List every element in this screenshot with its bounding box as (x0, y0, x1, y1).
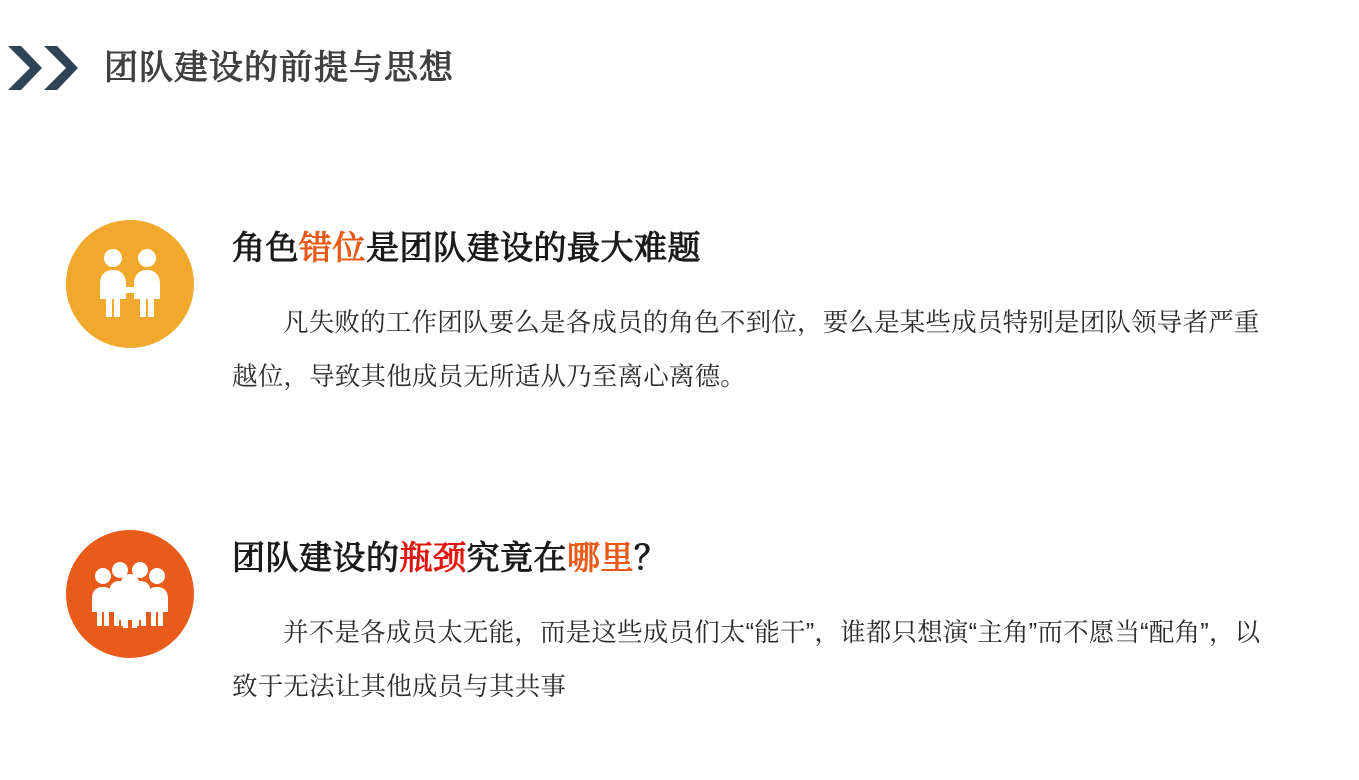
chevron-right-icon (44, 46, 78, 90)
two-people-icon (66, 220, 194, 348)
page-title: 团队建设的前提与思想 (104, 49, 454, 87)
block-body (232, 510, 1292, 714)
chevron-right-icon (8, 46, 42, 90)
block-paragraph: 并不是各成员太无能，而是这些成员们太“能干”，谁都只想演“主角”而不愿当“配角”，以致于无法让其他成员与其共事 (232, 619, 1261, 701)
heading-segment: 是团队建设的最大难题 (366, 229, 701, 266)
block-heading (232, 224, 1292, 272)
slide-bottom-strip (0, 772, 1359, 780)
heading-segment: 究竟在 (466, 539, 567, 576)
heading-segment-highlight: 瓶颈 (399, 539, 467, 576)
heading-segment: 团队建设的 (232, 539, 400, 576)
heading-segment-highlight: 错位 (299, 229, 366, 266)
block-heading (232, 534, 1292, 582)
double-chevron-icon (8, 46, 88, 90)
heading-segment: 角色 (232, 229, 299, 266)
slide-header (0, 22, 1359, 92)
heading-segment-highlight: 哪里 (567, 539, 634, 576)
block-paragraph: 凡失败的工作团队要么是各成员的角色不到位，要么是某些成员特别是团队领导者严重越位，导致其他成员无所适从乃至离心离德。 (232, 309, 1260, 391)
group-people-icon (66, 530, 194, 658)
heading-segment: ？ (634, 539, 668, 576)
block-body (232, 200, 1292, 404)
